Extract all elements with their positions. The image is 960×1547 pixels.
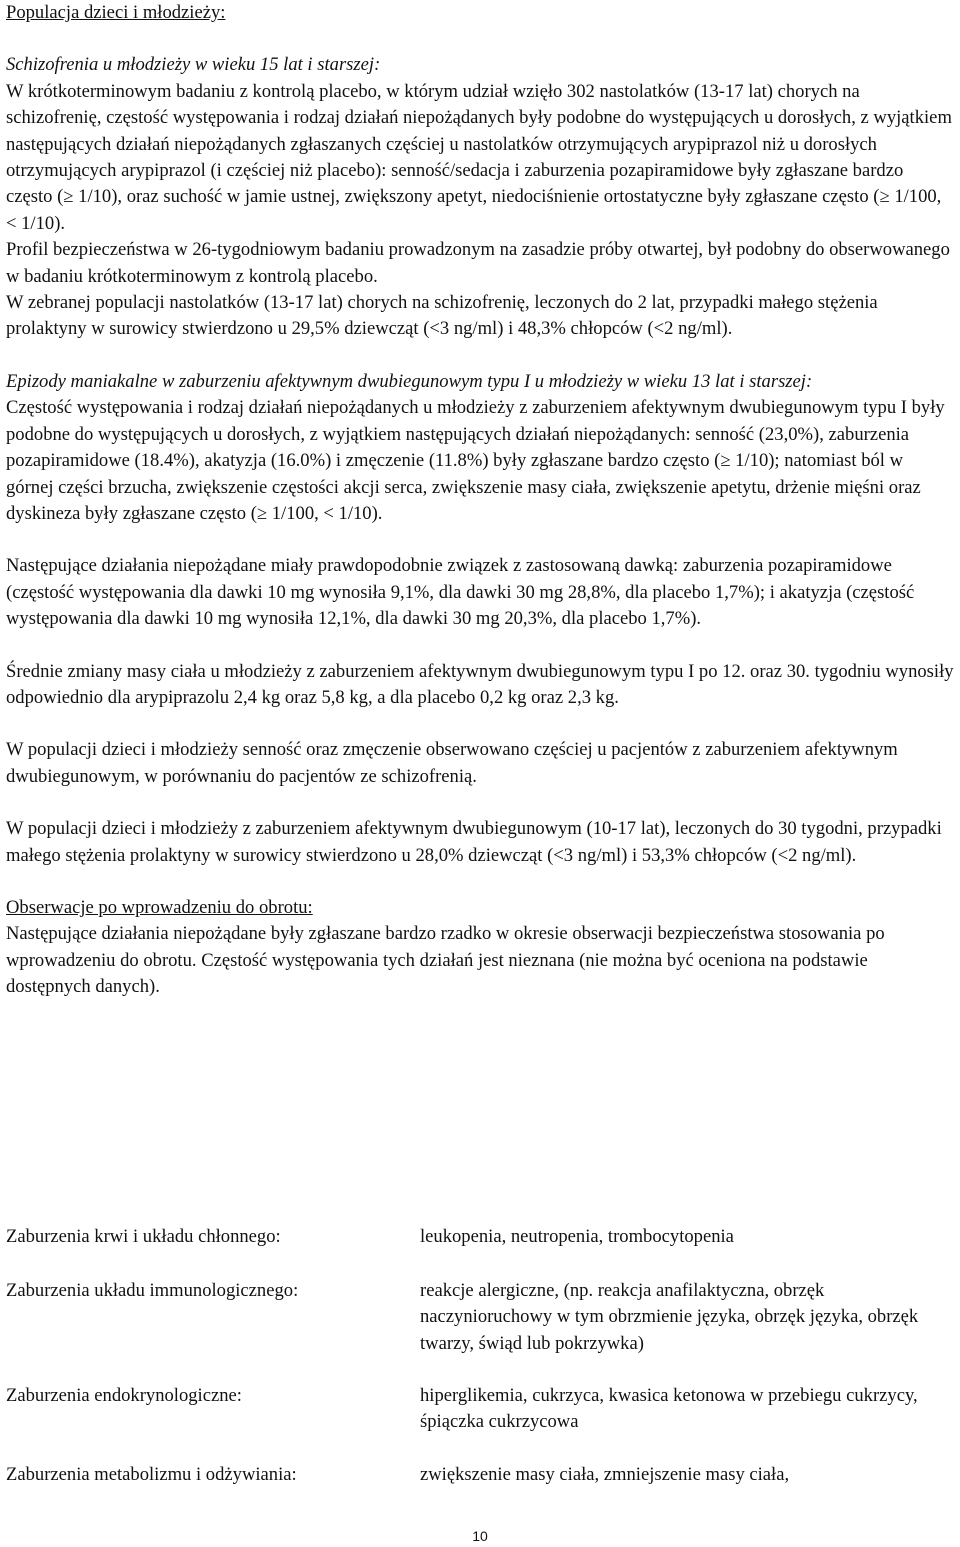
spacer [6,711,954,737]
spacer [6,633,954,659]
spacer [6,527,954,553]
category-cell: Zaburzenia endokrynologiczne: [6,1385,242,1406]
schizophrenia-heading: Schizofrenia u młodzieży w wieku 15 lat i starszej: [6,54,381,76]
category-cell: Zaburzenia metabolizmu i odżywiania: [6,1464,297,1485]
pediatric-heading: Populacja dzieci i młodzieży: [6,2,226,23]
spacer [6,343,954,369]
category-cell: Zaburzenia krwi i układu chłonnego: [6,1226,281,1247]
schizophrenia-paragraph-2: Profil bezpieczeństwa w 26-tygodniowym badaniu prowadzonym na zasadzie próby otwartej, był podobny do obserwowanego w badaniu krótkoterminowym z kontrolą placebo. [6,239,950,287]
effects-cell: hiperglikemia, cukrzyca, kwasica ketonowa w przebiegu cukrzycy, śpiączka cukrzycowa [420,1385,918,1433]
postmarketing-heading: Obserwacje po wprowadzeniu do obrotu: [6,896,313,918]
spacer [6,869,954,895]
effects-cell: zwiększenie masy ciała, zmniejszenie masy ciała, [420,1464,790,1485]
bipolar-heading: Epizody maniakalne w zaburzeniu afektywnym dwubiegunowym typu I u młodzieży w wieku 13 lat i starszej: [6,370,813,392]
bipolar-paragraph-2: Następujące działania niepożądane miały prawdopodobnie związek z zastosowaną dawką: zaburzenia pozapiramidowe (częstość występowania dla dawki 10 mg wynosiła 9,1%, dla dawki 30 mg 28,8%, dla placebo 1,7%); i akatyzja (częstość występowania dla dawki 10 mg wynosiła 12,1%, dla dawki 30 mg 20,3%, dla placebo 1,7%). [6,555,915,630]
schizophrenia-paragraph-3: W zebranej populacji nastolatków (13-17 lat) chorych na schizofrenię, leczonych do 2 lat, przypadki małego stężenia prolaktyny w surowicy stwierdzono u 29,5% dziewcząt (<3 ng/ml) i 48,3% chłopców (<2 ng/ml). [6,292,878,340]
category-cell: Zaburzenia układu immunologicznego: [6,1280,299,1301]
page-number: 10 [472,1528,488,1544]
bipolar-paragraph-5: W populacji dzieci i młodzieży z zaburzeniem afektywnym dwubiegunowym (10-17 lat), leczonych do 30 tygodni, przypadki małego stężenia prolaktyny w surowicy stwierdzono u 28,0% dziewcząt (<3 ng/ml) i 53,3% chłopców (<2 ng/ml). [6,818,942,866]
spacer [6,26,954,52]
bipolar-paragraph-4: W populacji dzieci i młodzieży senność oraz zmęczenie obserwowano częściej u pacjentów z zaburzeniem afektywnym dwubiegunowym, w porównaniu do pacjentów ze schizofrenią. [6,739,898,787]
text-flow [6,0,954,1001]
schizophrenia-paragraph-1: W krótkoterminowym badaniu z kontrolą placebo, w którym udział wzięło 302 nastolatków (13-17 lat) chorych na schizofrenię, częstość występowania i rodzaj działań niepożądanych były podobne do występujących u dorosłych, z wyjątkiem następujących działań niepożądanych zgłaszanych częściej u nastolatków otrzymujących arypiprazol niż u dorosłych otrzymujących arypiprazol (i częściej niż placebo): senność/sedacja i zaburzenia pozapiramidowe były zgłaszane bardzo często (≥ 1/10), oraz suchość w jamie ustnej, zwiększony apetyt, niedociśnienie ortostatyczne były zgłaszane często (≥ 1/100, < 1/10). [6,80,952,234]
bipolar-paragraph-3: Średnie zmiany masy ciała u młodzieży z zaburzeniem afektywnym dwubiegunowym typu I po 12. oraz 30. tygodniu wynosiły odpowiednio dla arypiprazolu 2,4 kg oraz 5,8 kg, a dla placebo 0,2 kg oraz 2,3 kg. [6,660,954,708]
effects-cell: reakcje alergiczne, (np. reakcja anafilaktyczna, obrzęk naczynioruchowy w tym obrzmienie języka, obrzęk języka, obrzęk twarzy, świąd lub pokrzywka) [420,1280,919,1354]
spacer [6,790,954,816]
postmarketing-paragraph: Następujące działania niepożądane były zgłaszane bardzo rzadko w okresie obserwacji bezpieczeństwa stosowania po wprowadzeniu do obrotu. Częstość występowania tych działań jest nieznana (nie można być oceniona na podstawie dostępnych danych). [6,923,885,998]
effects-cell: leukopenia, neutropenia, trombocytopenia [420,1226,734,1247]
bipolar-paragraph-1: Częstość występowania i rodzaj działań niepożądanych u młodzieży z zaburzeniem afektywnym dwubiegunowym typu I były podobne do występujących u dorosłych, z wyjątkiem następujących działań niepożądanych: senność (23,0%), zaburzenia pozapiramidowe (18.4%), akatyzja (16.0%) i zmęczenie (11.8%) były zgłaszane bardzo często (≥ 1/10); natomiast ból w górnej części brzucha, zwiększenie częstości akcji serca, zwiększenie masy ciała, zwiększenie apetytu, drżenie mięśni oraz dyskineza były zgłaszane często (≥ 1/100, < 1/10). [6,397,945,524]
